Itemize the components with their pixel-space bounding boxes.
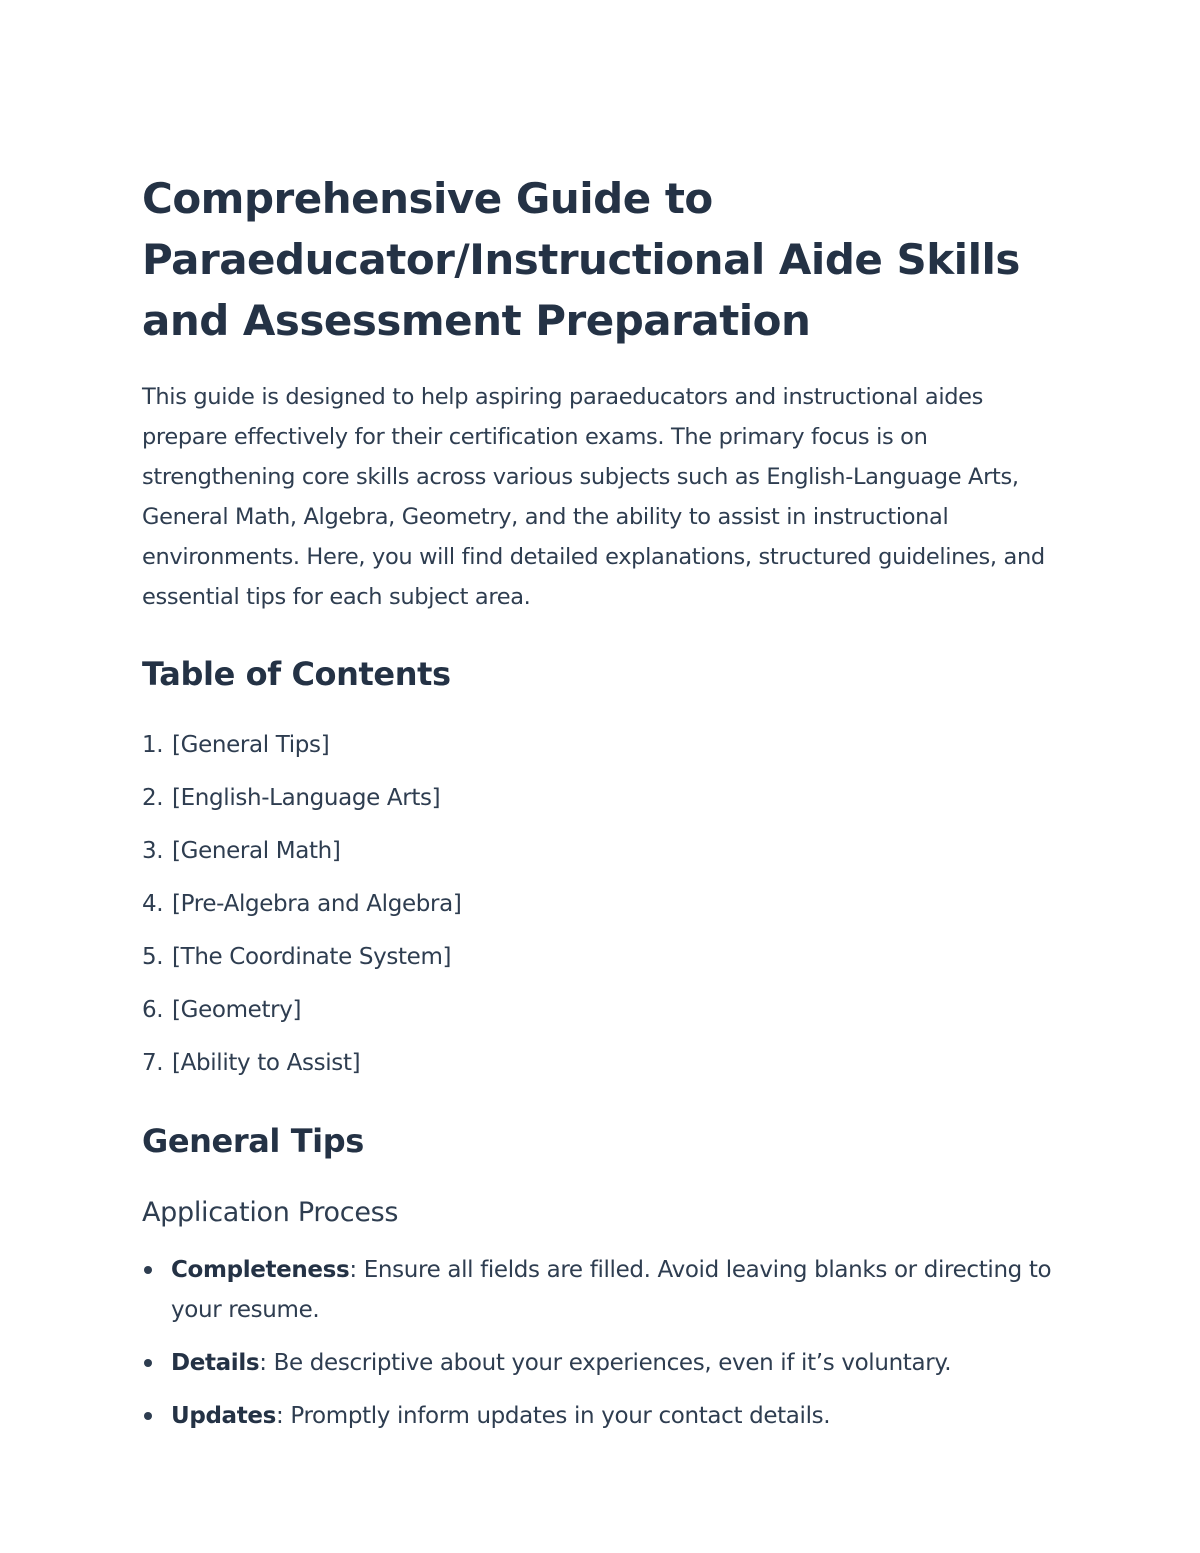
toc-heading: Table of Contents	[142, 655, 451, 693]
tip-text: : Ensure all fields are filled. Avoid leaving blanks or directing to your resume.	[171, 1257, 1052, 1323]
bullet-icon	[144, 1266, 152, 1274]
tip-term: Details	[171, 1350, 260, 1376]
document-page	[142, 168, 1072, 1449]
list-item	[142, 1250, 1072, 1330]
toc-item-number: 7.	[142, 1050, 164, 1076]
tip-text: : Promptly inform updates in your contact details.	[275, 1403, 831, 1429]
toc-item-english-language-arts[interactable]	[142, 772, 1072, 825]
toc-item-label: [English-Language Arts]	[172, 785, 441, 811]
table-of-contents	[142, 719, 1072, 1090]
toc-item-label: [Ability to Assist]	[172, 1050, 361, 1076]
document-title: Comprehensive Guide to Paraeducator/Instructional Aide Skills and Assessment Preparation	[142, 174, 1020, 345]
toc-item-geometry[interactable]	[142, 984, 1072, 1037]
toc-item-pre-algebra[interactable]	[142, 878, 1072, 931]
toc-item-number: 2.	[142, 785, 164, 811]
toc-item-label: [Geometry]	[172, 997, 302, 1023]
toc-item-number: 5.	[142, 944, 164, 970]
toc-item-general-math[interactable]	[142, 825, 1072, 878]
toc-item-label: [Pre-Algebra and Algebra]	[172, 891, 462, 917]
toc-item-general-tips[interactable]	[142, 719, 1072, 772]
tip-term: Completeness	[171, 1257, 350, 1283]
toc-item-label: [The Coordinate System]	[172, 944, 452, 970]
bullet-icon	[144, 1412, 152, 1420]
bullet-icon	[144, 1359, 152, 1367]
tip-text: : Be descriptive about your experiences, even if it’s voluntary.	[259, 1350, 952, 1376]
toc-item-number: 3.	[142, 838, 164, 864]
toc-item-label: [General Tips]	[172, 732, 330, 758]
tip-term: Updates	[171, 1403, 276, 1429]
toc-item-ability-to-assist[interactable]	[142, 1037, 1072, 1090]
list-item	[142, 1396, 1072, 1436]
toc-item-number: 6.	[142, 997, 164, 1023]
intro-paragraph: This guide is designed to help aspiring paraeducators and instructional aides prepare effectively for their certification exams. The primary focus is on strengthening core skills across various subjects such as English-Language Arts, General Math, Algebra, Geometry, and the ability to assist in instructional environments. Here, you will find detailed explanations, structured guidelines, and essential tips for each subject area.	[142, 384, 1045, 610]
toc-item-number: 4.	[142, 891, 164, 917]
toc-item-coordinate-system[interactable]	[142, 931, 1072, 984]
toc-item-label: [General Math]	[172, 838, 341, 864]
application-process-subheading: Application Process	[142, 1197, 399, 1228]
toc-item-number: 1.	[142, 732, 164, 758]
list-item	[142, 1343, 1072, 1383]
general-tips-heading: General Tips	[142, 1122, 364, 1160]
application-tips-list	[142, 1250, 1072, 1436]
